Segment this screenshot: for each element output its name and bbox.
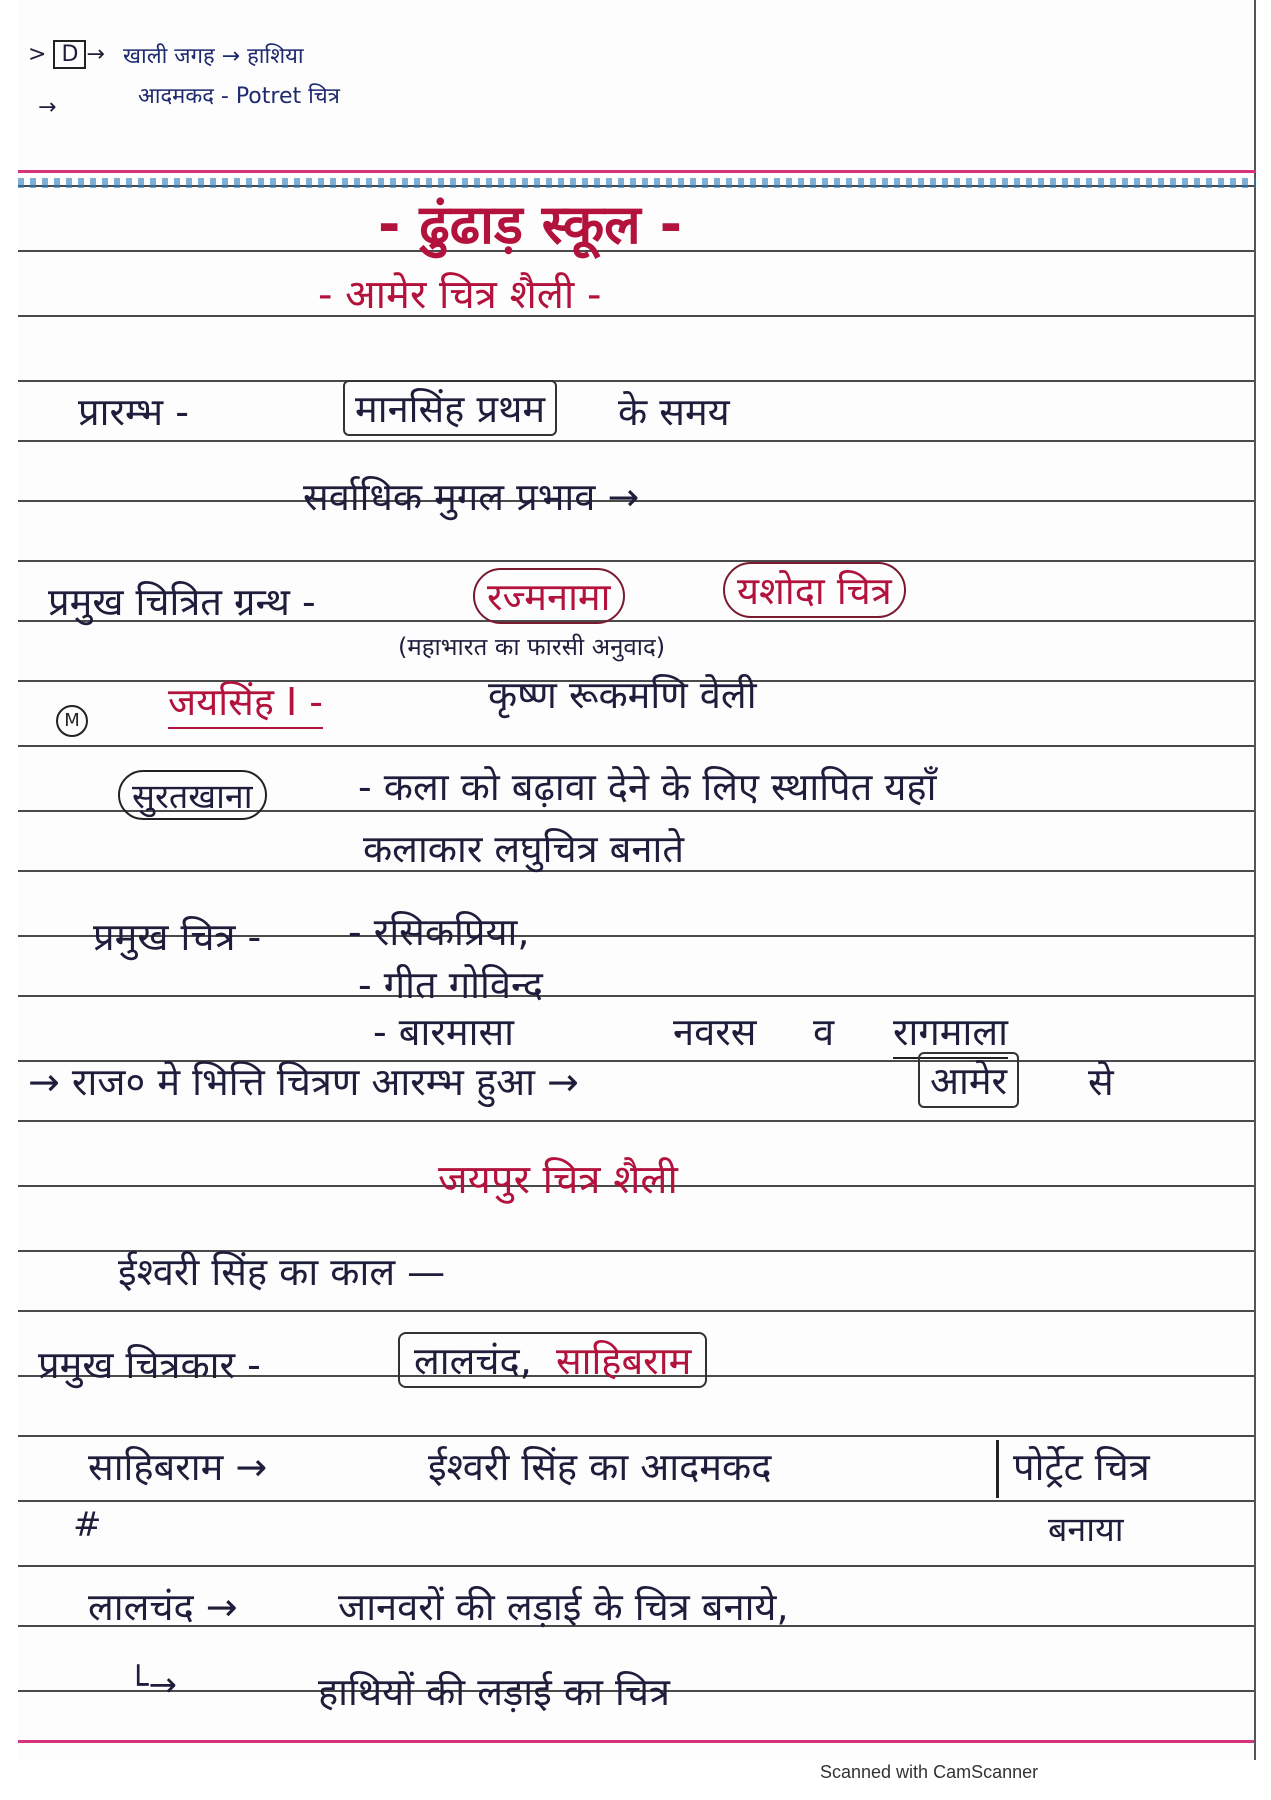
margin-line xyxy=(1254,0,1256,1760)
top-note-icon: > D → xyxy=(28,42,105,67)
mughal-influence: सर्वाधिक मुगल प्रभाव → xyxy=(303,475,640,519)
page-subtitle: - आमेर चित्र शैली - xyxy=(318,272,602,318)
suratkhana-text-1: - कला को बढ़ावा देने के लिए स्थापित यहाँ xyxy=(358,765,937,809)
bhitti-suffix: से xyxy=(1088,1060,1114,1104)
ruled-line xyxy=(18,745,1256,747)
chitrakar-box: लालचंद, साहिबराम xyxy=(398,1332,707,1388)
suratkhana-text-2: कलाकार लघुचित्र बनाते xyxy=(363,827,684,871)
ruled-line xyxy=(18,1120,1256,1122)
page-title: - ढुंढाड़ स्कूल - xyxy=(378,193,682,256)
jaisingh-value: कृष्ण रूकमणि वेली xyxy=(488,673,757,717)
granth-razmnama: रज्मनामा xyxy=(473,568,625,624)
chitra-ragmala: रागमाला xyxy=(893,1005,1008,1059)
bhitti-chitran: → राज० मे भित्ति चित्रण आरम्भ हुआ → xyxy=(28,1060,579,1104)
sahibram-value: ईश्वरी सिंह का आदमकद xyxy=(428,1445,772,1489)
ruled-line xyxy=(18,560,1256,562)
lalchand-label: लालचंद → xyxy=(88,1585,238,1629)
header-red-rule xyxy=(18,170,1256,173)
granth-note: (महाभारत का फारसी अनुवाद) xyxy=(398,633,666,661)
sahibram-divider xyxy=(996,1440,999,1498)
chitra-barmasa: - बारमासा xyxy=(373,1010,514,1054)
top-note-arrow: → xyxy=(38,95,57,120)
lalchand-value: जानवरों की लड़ाई के चित्र बनाये, xyxy=(338,1585,789,1629)
prarambh-value: मानसिंह प्रथम xyxy=(343,380,557,436)
top-note-line1: खाली जगह → हाशिया xyxy=(123,44,304,69)
scanner-watermark: Scanned with CamScanner xyxy=(820,1762,1039,1782)
sahibram-portrait: पोर्ट्रेट चित्र xyxy=(1013,1445,1150,1489)
hathi-fight: हाथियों की लड़ाई का चित्र xyxy=(318,1670,670,1714)
granth-label: प्रमुख चित्रित ग्रन्थ - xyxy=(48,580,316,624)
jaipur-heading: जयपुर चित्र शैली xyxy=(438,1157,678,1203)
top-note-line2: आदमकद - Potret चित्र xyxy=(138,84,340,109)
ruled-line xyxy=(18,1310,1256,1312)
granth-yashoda: यशोदा चित्र xyxy=(723,562,906,618)
chitrakar-sahibram: साहिबराम xyxy=(555,1339,692,1383)
prarambh-label: प्रारम्भ - xyxy=(78,390,189,434)
ishwari-kal: ईश्वरी सिंह का काल — xyxy=(118,1250,446,1294)
ruled-line xyxy=(18,1565,1256,1567)
ruled-line xyxy=(18,315,1256,317)
ruled-line xyxy=(18,1500,1256,1502)
chitra-geetgovind: - गीत गोविन्द xyxy=(358,963,543,1007)
chitra-navras: नवरस xyxy=(673,1010,757,1054)
ruled-line xyxy=(18,380,1256,382)
ruled-line xyxy=(18,995,1256,997)
sahibram-label: साहिबराम → xyxy=(88,1445,268,1489)
chitrakar-lalchand: लालचंद xyxy=(414,1339,520,1383)
bhitti-amer: आमेर xyxy=(918,1052,1019,1108)
bottom-red-rule xyxy=(18,1740,1256,1743)
hash-mark: # xyxy=(73,1505,102,1545)
sahibram-banaya: बनाया xyxy=(1048,1510,1124,1550)
ruled-line xyxy=(18,440,1256,442)
circle-mark: M xyxy=(56,705,88,737)
suratkhana-label: सुरतखाना xyxy=(118,770,267,820)
chitrakar-label: प्रमुख चित्रकार - xyxy=(38,1343,261,1387)
jaisingh-label: जयसिंह I - xyxy=(168,675,323,729)
prarambh-suffix: के समय xyxy=(618,390,730,434)
chitra-label: प्रमुख चित्र - xyxy=(93,915,262,959)
notebook-page xyxy=(18,0,1256,1760)
ruled-line xyxy=(18,1435,1256,1437)
chitra-rasikpriya: - रसिकप्रिया, xyxy=(348,910,530,954)
chitra-va: व xyxy=(813,1010,835,1054)
hathi-arrow: └→ xyxy=(128,1665,177,1705)
